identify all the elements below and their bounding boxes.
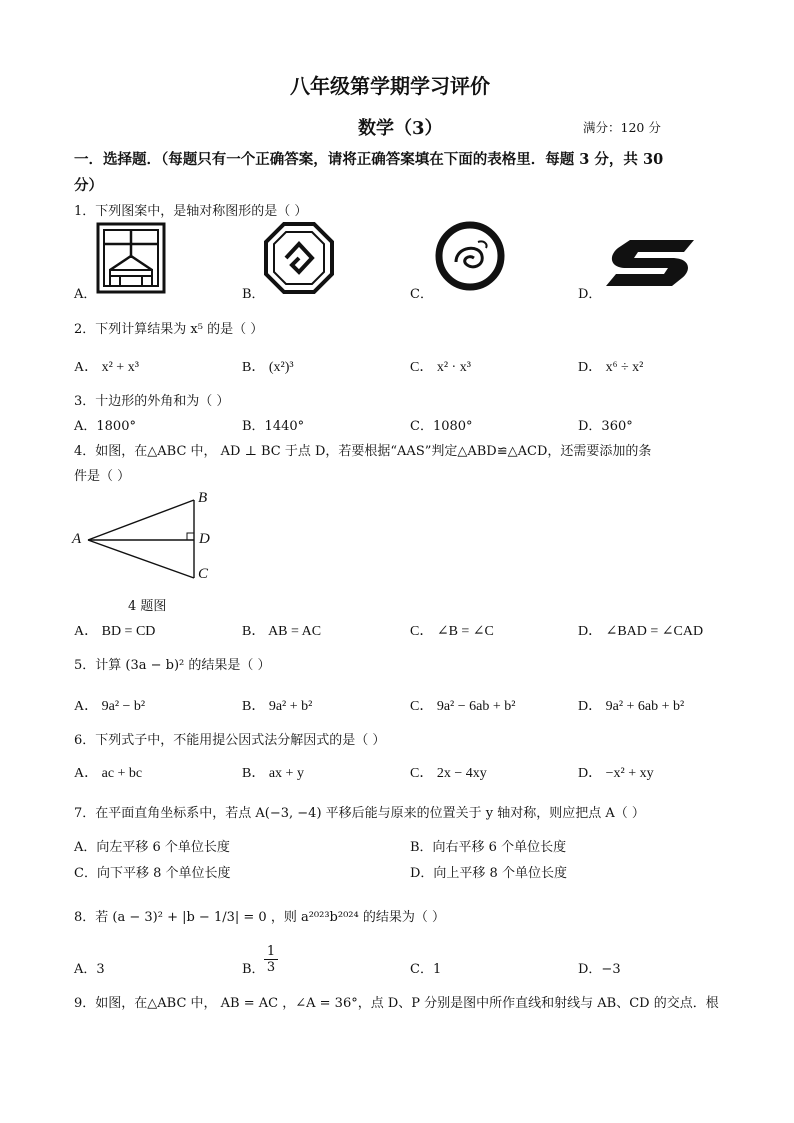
q4-option-b: B． AB = AC bbox=[242, 624, 322, 639]
q7-stem: 7．在平面直角坐标系中，若点 A(−3, −4) 平移后能与原来的位置关于 y 轴对称，则应把点 A（ ） bbox=[74, 806, 645, 821]
page-title: 八年级第学期学习评价 bbox=[290, 74, 490, 98]
q5-option-c: C． 9a² − 6ab + b² bbox=[410, 699, 516, 714]
q4-stem-cont: 件是（ ） bbox=[74, 469, 131, 484]
q1-figure-b bbox=[264, 222, 334, 294]
q7-option-a: A．向左平移 6 个单位长度 bbox=[74, 840, 230, 855]
section-heading: 一．选择题．（每题只有一个正确答案，请将正确答案填在下面的表格里．每题 3 分，共 30 bbox=[74, 151, 664, 168]
q4-label-d: D bbox=[199, 531, 210, 547]
q1-option-d: D． bbox=[578, 287, 602, 302]
q3-option-a: A．1800° bbox=[74, 419, 136, 434]
q1-figure-c bbox=[434, 220, 506, 292]
q2-option-d: D． x⁶ ÷ x² bbox=[578, 360, 644, 375]
q7-option-d: D．向上平移 8 个单位长度 bbox=[410, 866, 567, 881]
q5-option-b: B． 9a² + b² bbox=[242, 699, 313, 714]
q1-option-a: A． bbox=[74, 287, 97, 302]
q6-option-a: A． ac + bc bbox=[74, 766, 143, 781]
q6-stem: 6．下列式子中，不能用提公因式法分解因式的是（ ） bbox=[74, 733, 386, 748]
q4-option-c: C． ∠B = ∠C bbox=[410, 624, 494, 639]
q4-stem: 4．如图，在△ABC 中， AD ⊥ BC 于点 D，若要根据“AAS”判定△ABD≌△ACD，还需要添加的条 bbox=[74, 444, 652, 459]
q8-fraction-denominator: 3 bbox=[264, 959, 278, 975]
q6-option-c: C． 2x − 4xy bbox=[410, 766, 487, 781]
q5-option-d: D． 9a² + 6ab + b² bbox=[578, 699, 685, 714]
q8-option-c: C．1 bbox=[410, 962, 442, 977]
q2-option-a: A． x² + x³ bbox=[74, 360, 139, 375]
q4-label-b: B bbox=[198, 490, 208, 506]
q7-option-b: B．向右平移 6 个单位长度 bbox=[410, 840, 567, 855]
q8-option-d: D．−3 bbox=[578, 962, 621, 977]
q3-option-d: D．360° bbox=[578, 419, 633, 434]
q8-option-a: A．3 bbox=[74, 962, 105, 977]
q1-stem: 1．下列图案中，是轴对称图形的是（ ） bbox=[74, 204, 308, 219]
q8-option-b-fraction bbox=[264, 944, 278, 975]
q4-option-a: A． BD = CD bbox=[74, 624, 156, 639]
subject-title: 数学（3） bbox=[358, 118, 443, 139]
q3-option-b: B．1440° bbox=[242, 419, 305, 434]
q8-fraction-numerator: 1 bbox=[266, 944, 276, 959]
q8-stem: 8．若 (a − 3)² + |b − 1/3| = 0 ，则 a²⁰²³b²⁰²⁴ 的结果为（ ） bbox=[74, 910, 445, 925]
q1-option-c: C． bbox=[410, 287, 433, 302]
q9-stem: 9．如图，在△ABC 中， AB = AC ，∠A = 36°，点 D、P 分别是图中所作直线和射线与 AB、CD 的交点．根 bbox=[74, 996, 719, 1011]
q4-label-c: C bbox=[198, 566, 209, 582]
q4-caption: 4 题图 bbox=[128, 599, 167, 614]
q1-option-b: B． bbox=[242, 287, 265, 302]
q4-option-d: D． ∠BAD = ∠CAD bbox=[578, 624, 704, 639]
q3-option-c: C．1080° bbox=[410, 419, 473, 434]
q7-option-c: C．向下平移 8 个单位长度 bbox=[74, 866, 231, 881]
q5-stem: 5．计算 (3a − b)² 的结果是（ ） bbox=[74, 658, 271, 673]
q1-figure-d bbox=[602, 236, 700, 288]
q5-option-a: A． 9a² − b² bbox=[74, 699, 146, 714]
q2-stem: 2．下列计算结果为 x⁵ 的是（ ） bbox=[74, 322, 264, 337]
q2-option-b: B． (x²)³ bbox=[242, 360, 294, 375]
q8-option-b-label: B． bbox=[242, 962, 265, 977]
section-heading-cont: 分） bbox=[74, 177, 103, 194]
q6-option-d: D． −x² + xy bbox=[578, 766, 654, 781]
q4-label-a: A bbox=[72, 531, 82, 547]
q6-option-b: B． ax + y bbox=[242, 766, 304, 781]
full-score: 满分：120 分 bbox=[583, 120, 661, 135]
q3-stem: 3．十边形的外角和为（ ） bbox=[74, 394, 230, 409]
q2-option-c: C． x² · x³ bbox=[410, 360, 471, 375]
q1-figure-a bbox=[96, 222, 166, 294]
